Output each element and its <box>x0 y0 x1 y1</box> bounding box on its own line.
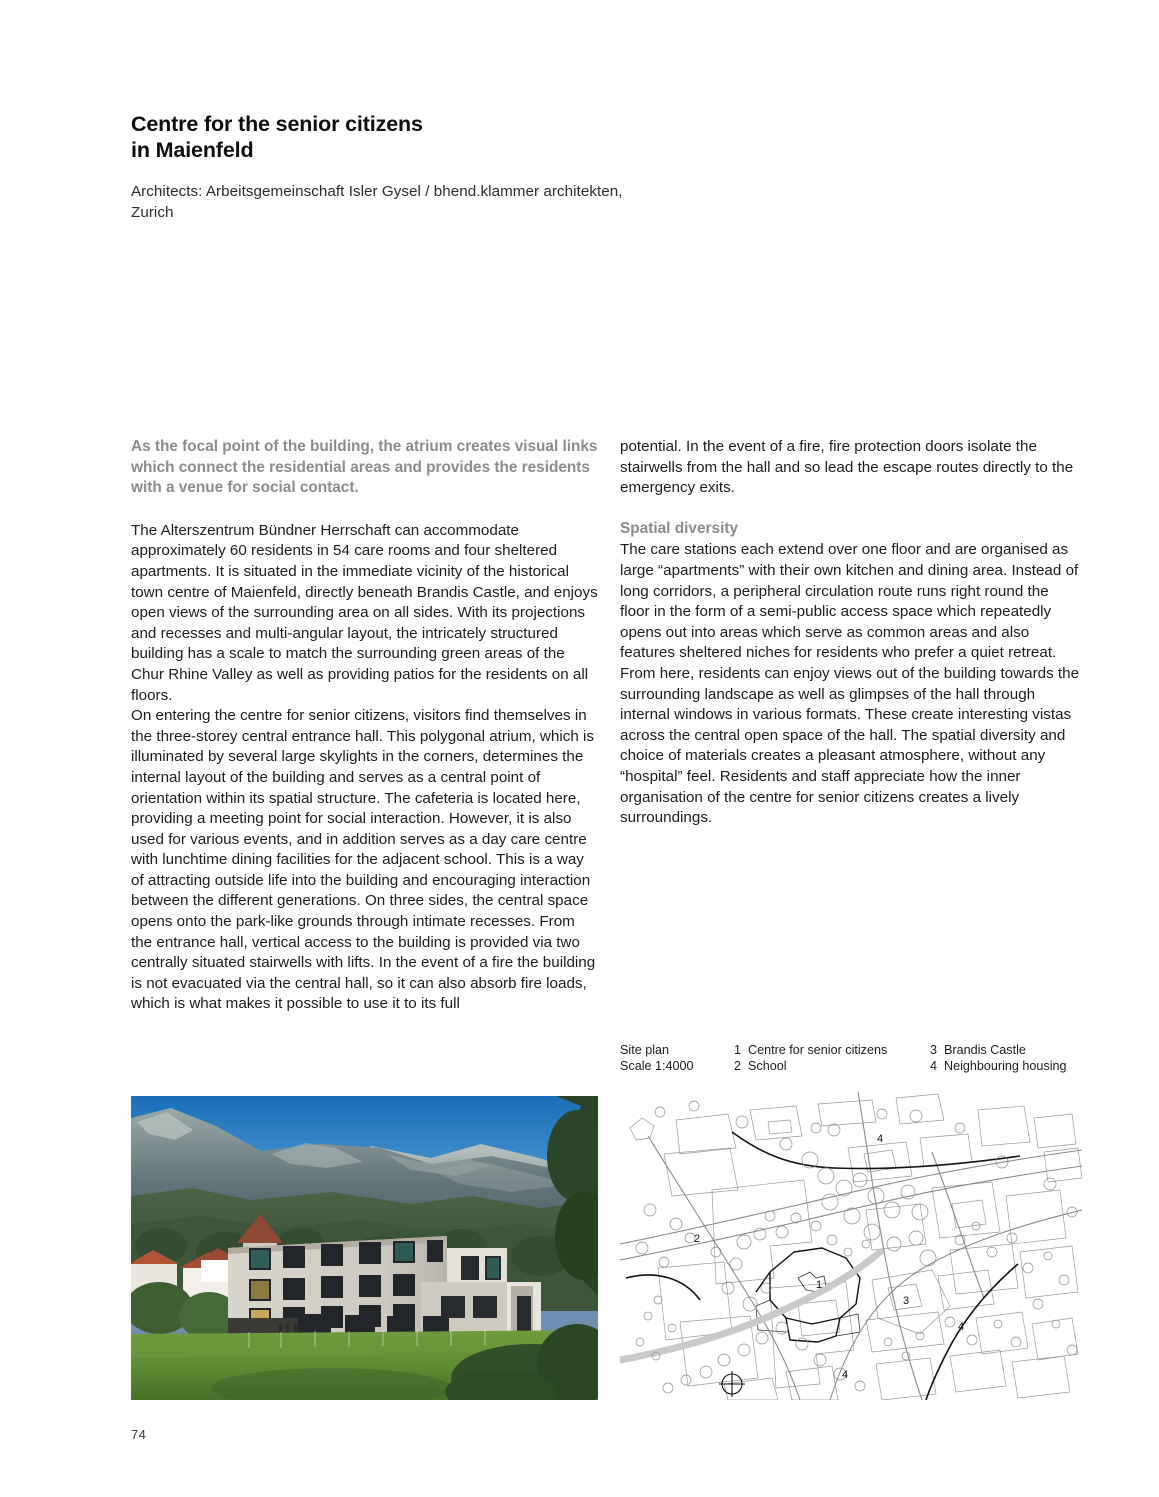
legend-item-2 <box>734 1058 930 1074</box>
body-paragraph-1: The Alterszentrum Bündner Herrschaft can accommodate approximately 60 residents in 54 care rooms and four sheltered apartments. It is situated in the immediate vicinity of the historical town centre of Maienfeld, directly beneath Brandis Castle, and enjoys open views of the surrounding area on all sides. With its projections and recesses and multi-angular layout, the intricately structured building has a scale to match the surrounding green areas of the Chur Rhine Valley as well as providing patios for the residents on all floors. <box>131 521 598 704</box>
left-text-column <box>131 437 599 1015</box>
legend-column-b <box>930 1042 1090 1074</box>
body-paragraph-2: On entering the centre for senior citizens, visitors find themselves in the three-storey central entrance hall. This polygonal atrium, which is illuminated by several large skylights in the corners, determines the internal layout of the building and serves as a central point of orientation within its spatial structure. The cafeteria is located here, providing a meeting point for social interaction. However, it is also used for various events, and in addition serves as a day care centre with lunchtime dining facilities for the adjacent school. This is a way of attracting outside life into the building and encouraging interaction between the different generations. On three sides, the central space opens onto the park-like grounds through intimate recesses. From the entrance hall, vertical access to the building is provided via two centrally situated stairwells with lifts. In the event of a fire the building is not evacuated via the central hall, so it can also absorb fire loads, which is what makes it possible to use it to its full <box>131 707 596 1013</box>
plan-marker-4-mid: 4 <box>958 1321 965 1333</box>
legend-number-3: 3 <box>930 1043 938 1057</box>
legend-number-2: 2 <box>734 1059 742 1074</box>
site-plan-drawing <box>620 1092 1082 1400</box>
plan-marker-3: 3 <box>903 1295 910 1307</box>
legend-label-3: Brandis Castle <box>944 1043 1026 1057</box>
legend-number-1: 1 <box>734 1043 742 1057</box>
legend-item-4 <box>930 1058 1090 1074</box>
legend-label-2: School <box>748 1059 787 1074</box>
caption-title: Site plan <box>620 1043 670 1057</box>
architects-credit: Architects: Arbeitsgemeinschaft Isler Gysel / bhend.klammer architekten, Zurich <box>131 183 623 221</box>
legend-label-4: Neighbouring housing <box>944 1059 1067 1074</box>
legend-item-3 <box>930 1042 1090 1058</box>
legend-label-1: Centre for senior citizens <box>748 1043 888 1057</box>
plan-marker-4-top: 4 <box>877 1133 884 1145</box>
caption-scale: Scale 1:4000 <box>620 1059 694 1074</box>
caption-title-group <box>620 1042 734 1074</box>
legend-column-a <box>734 1042 930 1074</box>
photo-artwork <box>131 1096 598 1400</box>
title-line-2: in Maienfeld <box>131 137 254 162</box>
page-number: 74 <box>131 1427 147 1442</box>
plan-marker-1: 1 <box>816 1279 823 1291</box>
legend-number-4: 4 <box>930 1059 938 1074</box>
document-title <box>131 112 651 163</box>
building-photograph <box>131 1096 598 1400</box>
body-paragraph-3: The care stations each extend over one floor and are organised as large “apartments” with their own kitchen and dining area. Instead of long corridors, a peripheral circulation route runs right round the floor in the form of a semi-public access space which repeatedly opens out into areas which serve as common areas and also features sheltered niches for residents who prefer a quiet retreat. From here, residents can enjoy views out of the building towards the surrounding landscape as well as glimpses of the hall through internal windows in various formats. These create interesting vistas across the central open space of the hall. The spatial diversity and choice of materials creates a pleasant atmosphere, without any “hospital” feel. Residents and staff appreciate how the inner organisation of the centre for senior citizens creates a lively surroundings. <box>620 541 1080 827</box>
plan-marker-2: 2 <box>694 1233 701 1245</box>
site-plan-caption <box>620 1042 1090 1074</box>
right-text-column <box>620 437 1082 829</box>
page-title <box>131 112 651 223</box>
lead-paragraph: As the focal point of the building, the atrium creates visual links which connect the residential areas and provides the residents with a venue for social contact. <box>131 438 598 497</box>
title-line-1: Centre for the senior citizens <box>131 112 423 136</box>
legend-item-1 <box>734 1042 930 1058</box>
section-subheading: Spatial diversity <box>620 519 739 537</box>
site-plan-artwork <box>620 1092 1082 1400</box>
plan-marker-4-bottom: 4 <box>842 1369 849 1381</box>
body-paragraph-continued: potential. In the event of a fire, fire protection doors isolate the stairwells from the hall and so lead the escape routes directly to the emergency exits. <box>620 438 1074 497</box>
